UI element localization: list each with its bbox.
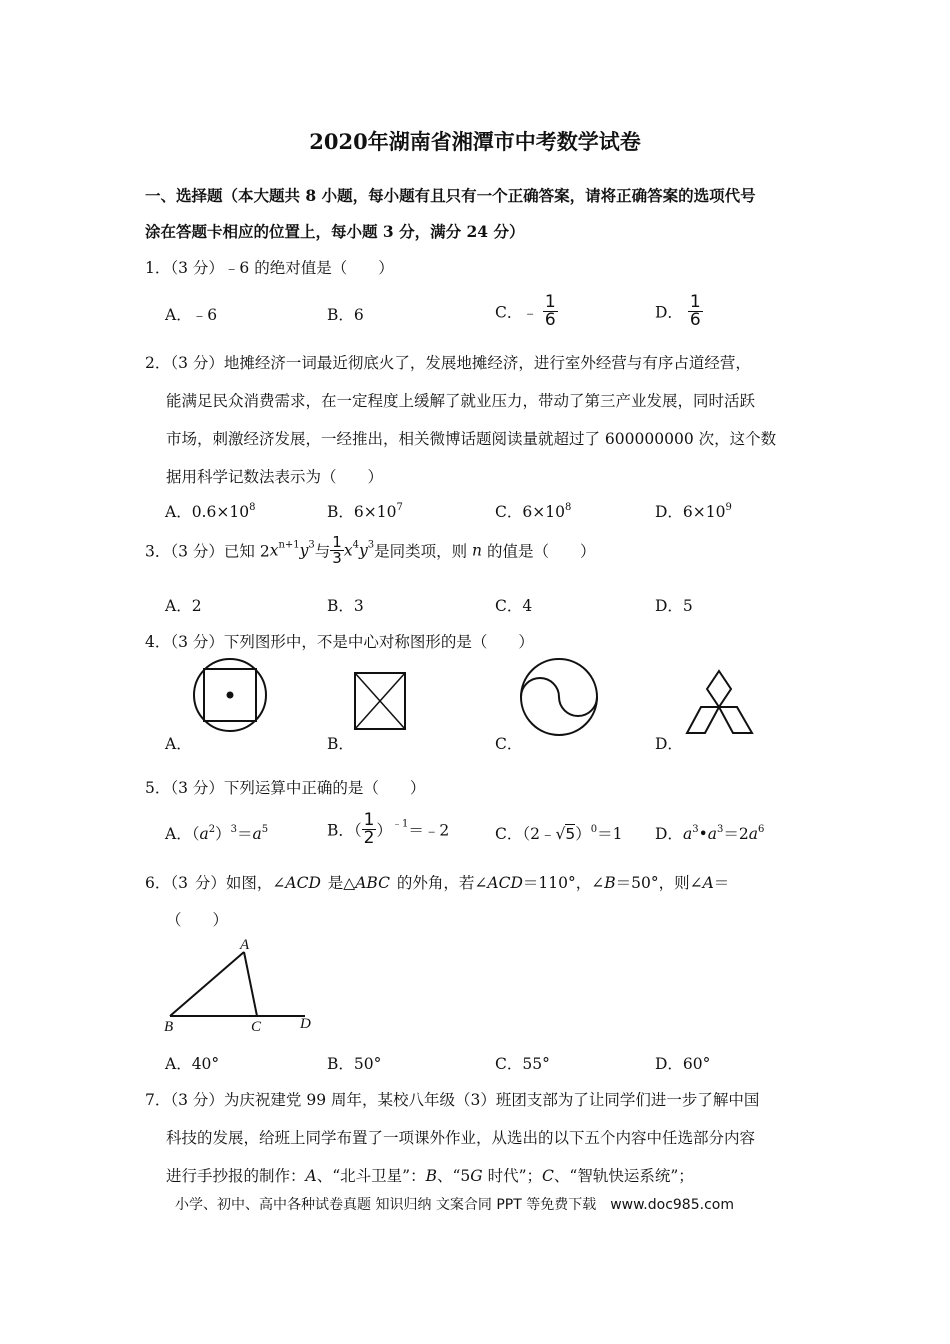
q7-line1: 7．（3 分）为庆祝建党 99 周年，某校八年级（3）班团支部为了让同学们进一步了解中国 <box>145 1091 760 1109</box>
q5-a-base: a <box>199 825 209 843</box>
q5-d-label: D． <box>655 825 683 843</box>
page-title: 2020年湖南省湘潭市中考数学试卷 <box>309 129 641 154</box>
q5-option-c: C．（2﹣√5）$^0$＝1 <box>495 824 623 843</box>
q2-line2: 能满足民众消费需求，在一定程度上缓解了就业压力，带动了第三产业发展，同时活跃 <box>166 392 756 410</box>
q5-a-label: A．（ <box>165 825 200 843</box>
q6-acd2: ACD <box>487 874 523 892</box>
q1-d-label: D． <box>655 303 683 322</box>
q5-stem: 5．（3 分）下列运算中正确的是（ ） <box>145 779 426 797</box>
q5-a-inner-exp: 2 <box>208 824 216 835</box>
q5-option-a <box>165 822 268 844</box>
q5-d-eq: ＝2 <box>723 825 749 843</box>
q3-option-d: D．5 <box>655 597 693 615</box>
q2-line3: 市场，刺激经济发展，一经推出，相关微博话题阅读量就超过了 600000000 次，这个数 <box>166 430 777 448</box>
q5-b-close: ） <box>376 821 392 840</box>
q3-y2-exp: 3 <box>367 539 375 551</box>
q6-option-c: C．55° <box>495 1055 550 1073</box>
q3-stem-pre: 3．（3 分）已知 2 <box>145 542 270 561</box>
q3-option-a: A．2 <box>165 597 202 615</box>
q5-d-e1: 3 <box>692 824 699 835</box>
q4-option-c: C． <box>495 735 523 753</box>
q6-label-a: A <box>240 937 250 953</box>
q5-a-rhs: a <box>252 825 262 843</box>
q6-line2: （ ） <box>166 911 229 929</box>
footer-download-link[interactable]: 小学、初中、高中各种试卷真题 知识归纳 文案合同 PPT 等免费下载 www.doc985.com <box>175 1197 734 1213</box>
q2-a-text: A．0.6×10 <box>165 503 250 521</box>
q6-option-d: D．60° <box>655 1055 711 1073</box>
q3-frac-den: 3 <box>332 549 342 567</box>
q5-b-exp: ﹣1 <box>391 818 409 830</box>
q4-figure-b-square-x <box>352 670 408 732</box>
q5-b-label: B．（ <box>327 821 362 840</box>
q5-d-a2: a <box>707 825 717 843</box>
q5-option-d <box>655 822 764 844</box>
q7-l3-c-txt: 、“智轨快运系统”； <box>553 1167 694 1185</box>
q5-c-close: ） <box>575 825 591 843</box>
section-heading-line2: 涂在答题卡相应的位置上，每小题 3 分，满分 24 分） <box>145 222 525 241</box>
q3-frac-num: 1 <box>332 533 342 551</box>
q3-n: n <box>472 541 483 560</box>
q5-option-b <box>327 812 449 847</box>
q5-d-e2: 3 <box>716 824 724 835</box>
q7-line3 <box>166 1164 694 1186</box>
q5-c-rhs: ＝1 <box>597 825 623 843</box>
q2-option-b <box>327 500 403 522</box>
q6-mid1: 是△ <box>320 874 356 892</box>
q6-pre: 6．（3 分）如图，∠ <box>145 874 286 892</box>
q4-option-a: A． <box>165 735 192 753</box>
q2-d-text: D．6×10 <box>655 503 726 521</box>
q5-a-rhs-exp: 5 <box>261 824 269 835</box>
q2-option-d <box>655 500 732 522</box>
q3-post2: 的值是（ ） <box>482 542 596 561</box>
q2-option-a <box>165 500 255 522</box>
q3-post1: 是同类项，则 <box>374 542 473 561</box>
q2-line4: 据用科学记数法表示为（ ） <box>166 468 384 486</box>
q5-c-label: C．（2﹣ <box>495 825 556 843</box>
q5-c-root: 5 <box>565 825 576 843</box>
q6-mid4: ＝50°，则∠ <box>615 874 703 892</box>
q3-fraction <box>330 535 344 566</box>
q1-option-a: A．﹣6 <box>165 306 218 324</box>
q7-l3-g: G <box>470 1167 483 1185</box>
q6-label-c: C <box>251 1019 262 1035</box>
q6-a: A <box>702 874 714 892</box>
q1-stem: 1．（3 分）﹣6 的绝对值是（ ） <box>145 259 394 277</box>
q6-mid2: 的外角，若∠ <box>389 874 488 892</box>
q1-d-den: 6 <box>689 310 701 330</box>
q7-l3-a-txt: 、“北斗卫星”： <box>316 1167 426 1185</box>
q4-option-d: D． <box>655 735 683 753</box>
q1-option-d <box>655 294 703 329</box>
q2-option-c <box>495 500 571 522</box>
q7-l3-pre: 进行手抄报的制作： <box>166 1167 306 1185</box>
q7-l3-a: A <box>305 1167 317 1185</box>
q4-option-b: B． <box>327 735 354 753</box>
q5-d-a1: a <box>682 825 693 843</box>
q6-triangle-figure <box>160 932 330 1038</box>
q3-y1: y <box>299 541 309 560</box>
q5-b-den: 2 <box>363 828 375 848</box>
q6-label-b: B <box>164 1019 174 1035</box>
q3-stem <box>145 535 595 566</box>
q1-d-num: 1 <box>689 292 701 312</box>
q1-option-c <box>495 294 558 329</box>
section-heading-line1: 一、选择题（本大题共 8 小题，每小题有且只有一个正确答案，请将正确答案的选项代号 <box>145 186 756 205</box>
q7-l3-b-txt: 、“5 <box>436 1167 471 1185</box>
q1-c-den: 6 <box>544 310 556 330</box>
q1-c-sign: ﹣ <box>522 303 538 322</box>
q5-c-exp: 0 <box>590 824 598 835</box>
q3-y1-exp: 3 <box>308 539 315 551</box>
q5-a-eq: ＝ <box>236 825 253 843</box>
q5-b-rhs: ＝﹣2 <box>408 821 450 840</box>
q3-x1: x <box>269 541 279 560</box>
q6-mid3: ＝110°，∠ <box>522 874 605 892</box>
q3-option-c: C．4 <box>495 597 533 615</box>
q5-d-e3: 6 <box>757 824 765 835</box>
q5-a-outer-exp: 3 <box>230 824 237 835</box>
q4-figure-c-yin-yang <box>518 656 602 740</box>
q6-abc: ABC <box>355 874 390 892</box>
q4-figure-d-three-rhombi <box>684 668 756 738</box>
q3-x2-exp: 4 <box>352 539 359 551</box>
q5-b-fraction <box>362 812 377 847</box>
q1-c-fraction <box>543 294 558 329</box>
q7-l3-b: B <box>425 1167 437 1185</box>
q3-mid: 与 <box>314 542 331 561</box>
q3-option-b: B．3 <box>327 597 364 615</box>
q2-b-exp: 7 <box>396 502 403 513</box>
q7-l3-g-txt: 时代”； <box>482 1167 543 1185</box>
q2-d-exp: 9 <box>725 502 732 513</box>
q6-option-b: B．50° <box>327 1055 382 1073</box>
q2-line1: 2．（3 分）地摊经济一词最近彻底火了，发展地摊经济，进行室外经营与有序占道经营， <box>145 354 751 372</box>
q3-x1-exp: n+1 <box>278 539 300 551</box>
q5-d-dot: • <box>698 825 708 843</box>
q2-b-text: B．6×10 <box>327 503 397 521</box>
q6-acd: ACD <box>285 874 321 892</box>
q1-c-label: C． <box>495 303 523 322</box>
q6-option-a: A．40° <box>165 1055 220 1073</box>
q6-b: B <box>604 874 616 892</box>
q3-x2: x <box>343 541 353 560</box>
q6-line1 <box>145 871 729 893</box>
q3-y2: y <box>358 541 368 560</box>
q2-c-text: C．6×10 <box>495 503 565 521</box>
q7-l3-c: C <box>542 1167 554 1185</box>
q2-c-exp: 8 <box>564 502 572 513</box>
q1-option-b: B．6 <box>327 306 364 324</box>
q2-a-exp: 8 <box>249 502 256 513</box>
q6-end: ＝ <box>713 874 730 892</box>
q7-line2: 科技的发展，给班上同学布置了一项课外作业，从选出的以下五个内容中任选部分内容 <box>166 1129 756 1147</box>
q4-stem: 4．（3 分）下列图形中，不是中心对称图形的是（ ） <box>145 633 534 651</box>
q6-label-d: D <box>300 1016 311 1032</box>
q4-figure-a-circle-square <box>190 658 270 738</box>
q5-b-num: 1 <box>363 810 375 830</box>
q1-c-num: 1 <box>544 292 556 312</box>
q5-a-close: ） <box>215 825 231 843</box>
q1-d-fraction <box>688 294 703 329</box>
q5-d-a3: a <box>748 825 758 843</box>
